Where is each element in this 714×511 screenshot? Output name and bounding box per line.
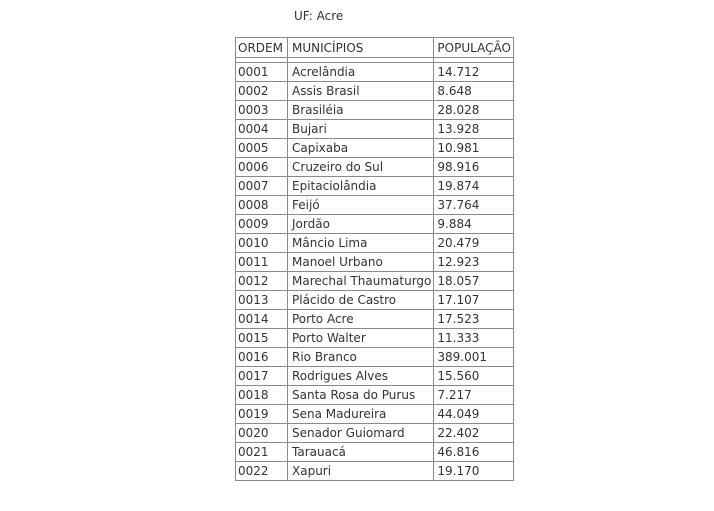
populacao-cell: 9.884 (434, 215, 513, 234)
municipio-cell: Plácido de Castro (288, 291, 434, 310)
ordem-cell: 0018 (236, 386, 288, 405)
table-row (236, 120, 514, 139)
municipio-cell: Rodrigues Alves (288, 367, 434, 386)
ordem-cell: 0015 (236, 329, 288, 348)
populacao-cell: 15.560 (434, 367, 513, 386)
table-row (236, 367, 514, 386)
populacao-cell: 14.712 (434, 63, 513, 82)
table-row (236, 386, 514, 405)
table-body (236, 58, 514, 481)
table-row (236, 310, 514, 329)
populacao-cell: 28.028 (434, 101, 513, 120)
populacao-cell: 22.402 (434, 424, 513, 443)
table-row (236, 234, 514, 253)
table-row (236, 253, 514, 272)
table-row (236, 196, 514, 215)
table-row (236, 405, 514, 424)
municipio-cell: Mâncio Lima (288, 234, 434, 253)
municipio-cell: Assis Brasil (288, 82, 434, 101)
municipio-cell: Manoel Urbano (288, 253, 434, 272)
ordem-cell: 0011 (236, 253, 288, 272)
populacao-cell: 18.057 (434, 272, 513, 291)
municipio-cell: Xapuri (288, 462, 434, 481)
populacao-cell: 46.816 (434, 443, 513, 462)
ordem-cell: 0019 (236, 405, 288, 424)
ordem-cell: 0022 (236, 462, 288, 481)
ordem-cell: 0016 (236, 348, 288, 367)
municipio-cell: Rio Branco (288, 348, 434, 367)
ordem-cell: 0014 (236, 310, 288, 329)
populacao-cell: 20.479 (434, 234, 513, 253)
table-row (236, 63, 514, 82)
table-header-row (236, 38, 514, 58)
ordem-cell: 0012 (236, 272, 288, 291)
municipio-cell: Bujari (288, 120, 434, 139)
populacao-cell: 17.523 (434, 310, 513, 329)
municipio-cell: Feijó (288, 196, 434, 215)
ordem-cell: 0020 (236, 424, 288, 443)
table-caption: UF: Acre (294, 9, 344, 23)
ordem-cell: 0006 (236, 158, 288, 177)
populacao-cell: 12.923 (434, 253, 513, 272)
municipio-cell: Porto Walter (288, 329, 434, 348)
populacao-cell: 98.916 (434, 158, 513, 177)
populacao-cell: 19.170 (434, 462, 513, 481)
population-table (235, 37, 514, 481)
table-row (236, 215, 514, 234)
table-row (236, 443, 514, 462)
municipio-cell: Sena Madureira (288, 405, 434, 424)
municipio-cell: Marechal Thaumaturgo (288, 272, 434, 291)
table-row (236, 462, 514, 481)
table-row (236, 82, 514, 101)
header-populacao: POPULAÇÃO (434, 38, 513, 58)
populacao-cell: 8.648 (434, 82, 513, 101)
ordem-cell: 0004 (236, 120, 288, 139)
ordem-cell: 0007 (236, 177, 288, 196)
municipio-cell: Jordão (288, 215, 434, 234)
municipio-cell: Capixaba (288, 139, 434, 158)
table-row (236, 272, 514, 291)
ordem-cell: 0010 (236, 234, 288, 253)
ordem-cell: 0017 (236, 367, 288, 386)
header-ordem: ORDEM (236, 38, 288, 58)
ordem-cell: 0005 (236, 139, 288, 158)
table-row (236, 291, 514, 310)
ordem-cell: 0009 (236, 215, 288, 234)
municipio-cell: Acrelândia (288, 63, 434, 82)
table-row (236, 348, 514, 367)
table-row (236, 139, 514, 158)
ordem-cell: 0002 (236, 82, 288, 101)
populacao-cell: 7.217 (434, 386, 513, 405)
header-municipios: MUNICÍPIOS (288, 38, 434, 58)
table-row (236, 424, 514, 443)
municipio-cell: Tarauacá (288, 443, 434, 462)
municipio-cell: Brasiléia (288, 101, 434, 120)
table-row (236, 329, 514, 348)
municipio-cell: Cruzeiro do Sul (288, 158, 434, 177)
ordem-cell: 0021 (236, 443, 288, 462)
ordem-cell: 0001 (236, 63, 288, 82)
populacao-cell: 37.764 (434, 196, 513, 215)
municipio-cell: Santa Rosa do Purus (288, 386, 434, 405)
ordem-cell: 0013 (236, 291, 288, 310)
table-row (236, 177, 514, 196)
ordem-cell: 0008 (236, 196, 288, 215)
populacao-cell: 19.874 (434, 177, 513, 196)
municipio-cell: Senador Guiomard (288, 424, 434, 443)
populacao-cell: 10.981 (434, 139, 513, 158)
populacao-cell: 389.001 (434, 348, 513, 367)
municipio-cell: Epitaciolândia (288, 177, 434, 196)
table-row (236, 158, 514, 177)
populacao-cell: 13.928 (434, 120, 513, 139)
ordem-cell: 0003 (236, 101, 288, 120)
table-row (236, 101, 514, 120)
populacao-cell: 44.049 (434, 405, 513, 424)
populacao-cell: 11.333 (434, 329, 513, 348)
municipio-cell: Porto Acre (288, 310, 434, 329)
populacao-cell: 17.107 (434, 291, 513, 310)
